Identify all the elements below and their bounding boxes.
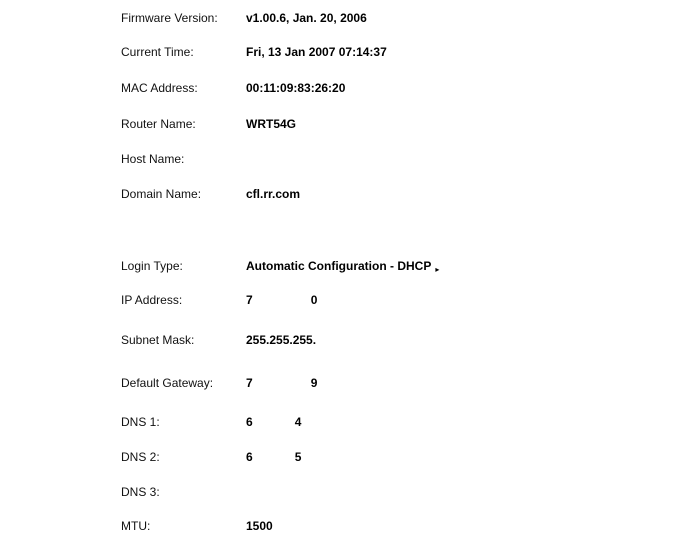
mtu-value: 1500: [246, 519, 273, 533]
mtu-label: MTU:: [121, 519, 151, 533]
default-gateway-part-a: 7: [246, 376, 253, 390]
dns1-part-a: 6: [246, 415, 253, 429]
cursor-mark-icon: ▸: [435, 265, 440, 274]
domain-name-value: cfl.rr.com: [246, 187, 301, 201]
dns2-value: [246, 447, 301, 467]
dns2-part-b: 5: [294, 450, 302, 464]
ip-address-value: [246, 290, 317, 310]
login-type-row: [0, 256, 688, 276]
current-time-label: Current Time:: [121, 45, 194, 59]
ip-address-part-b: 0: [310, 293, 318, 307]
login-type-label: Login Type:: [121, 259, 183, 273]
login-type-value: [246, 256, 439, 280]
host-name-label: Host Name:: [121, 152, 185, 166]
current-time-value: Fri, 13 Jan 2007 07:14:37: [246, 45, 387, 59]
mac-address-value: 00:11:09:83:26:20: [246, 81, 346, 95]
dns3-row: [0, 482, 688, 502]
domain-name-row: [0, 184, 688, 204]
domain-name-label: Domain Name:: [121, 187, 202, 201]
subnet-mask-value: 255.255.255.: [246, 333, 317, 347]
dns2-row: [0, 447, 688, 467]
router-name-row: [0, 114, 688, 134]
dns2-part-a: 6: [246, 450, 253, 464]
mac-address-label: MAC Address:: [121, 81, 198, 95]
dns1-row: [0, 412, 688, 432]
subnet-mask-label: Subnet Mask:: [121, 333, 195, 347]
router-name-value: WRT54G: [246, 117, 297, 131]
firmware-version-value: v1.00.6, Jan. 20, 2006: [246, 11, 367, 25]
ip-address-row: [0, 290, 688, 310]
login-type-text: Automatic Configuration - DHCP: [246, 259, 432, 273]
host-name-row: [0, 149, 688, 169]
ip-address-part-a: 7: [246, 293, 253, 307]
default-gateway-value: [246, 373, 317, 393]
default-gateway-part-b: 9: [310, 376, 318, 390]
dns2-label: DNS 2:: [121, 450, 160, 464]
dns3-label: DNS 3:: [121, 485, 160, 499]
firmware-version-row: [0, 8, 688, 28]
subnet-mask-row: [0, 330, 688, 350]
dns1-label: DNS 1:: [121, 415, 160, 429]
mtu-row: [0, 516, 688, 536]
default-gateway-label: Default Gateway:: [121, 376, 214, 390]
router-name-label: Router Name:: [121, 117, 196, 131]
mac-address-row: [0, 78, 688, 98]
default-gateway-row: [0, 373, 688, 393]
dns1-part-b: 4: [294, 415, 302, 429]
firmware-version-label: Firmware Version:: [121, 11, 218, 25]
ip-address-label: IP Address:: [121, 293, 183, 307]
dns1-value: [246, 412, 301, 432]
current-time-row: [0, 42, 688, 62]
